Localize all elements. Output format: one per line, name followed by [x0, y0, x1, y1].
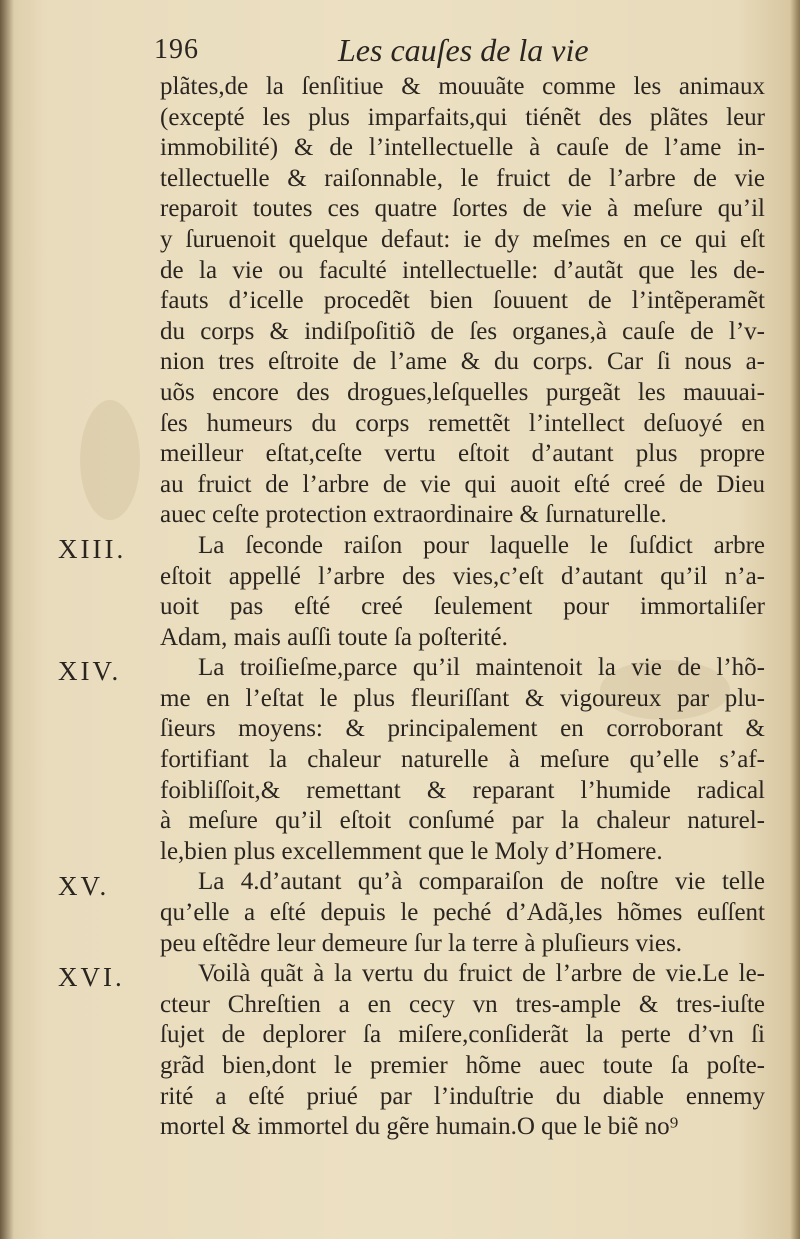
- text-line: ſujet de deplorer ſa miſere,conſiderãt la perte d’vn ſi: [160, 1021, 765, 1049]
- text-line: y ſuruenoit quelque defaut: ie dy meſmes en ce qui eſt: [160, 225, 765, 253]
- text-line: plãtes,de la ſenſitiue & mouuãte comme les animaux: [160, 73, 765, 100]
- paper-stain: [80, 400, 140, 520]
- text-line: Voilà quãt à la vertu du fruict de l’arbre de vie.Le le-: [198, 960, 765, 988]
- text-line: reparoit toutes ces quatre ſortes de vie à meſure qu’il: [160, 195, 765, 223]
- text-line: peu eſtẽdre leur demeure ſur la terre à pluſieurs vies.: [160, 929, 682, 957]
- text-line: uõs encore des drogues,leſquelles purgeãt les mauuai-: [160, 378, 765, 406]
- marginal-numeral: XV.: [58, 870, 110, 901]
- text-line: auec ceſte protection extraordinaire & ſurnaturelle.: [160, 501, 667, 529]
- text-line: fauts d’icelle procedẽt bien ſouuent de l’intẽperamẽt: [160, 287, 765, 315]
- text-line: qu’elle a eſté depuis le peché d’Adã,les hõmes euſſent: [160, 899, 765, 927]
- text-line: ſes humeurs du corps remettẽt l’intellect deſuoyé en: [160, 409, 765, 437]
- text-line: cteur Chreſtien a en cecy vn tres-ample & tres-iuſte: [160, 990, 765, 1018]
- text-line: me en l’eſtat le plus fleuriſſant & vigoureux par plu-: [160, 684, 765, 712]
- text-line: nion tres eſtroite de l’ame & du corps. Car ſi nous a-: [160, 348, 765, 376]
- text-line: à meſure qu’il eſtoit conſumé par la chaleur naturel-: [160, 807, 765, 835]
- text-line: fortifiant la chaleur naturelle à meſure qu’elle s’af-: [160, 746, 765, 774]
- text-line: au fruict de l’arbre de vie qui auoit eſté creé de Dieu: [160, 470, 765, 498]
- marginal-numeral: XVI.: [58, 962, 125, 993]
- text-line: (excepté les plus imparfaits,qui tiénẽt des plãtes leur: [160, 103, 765, 131]
- text-line: La ſeconde raiſon pour laquelle le ſuſdict arbre: [198, 531, 765, 559]
- marginal-numeral: XIII.: [58, 534, 127, 564]
- text-line: du corps & indiſpoſitiõ de ſes organes,à cauſe de l’v-: [160, 317, 765, 345]
- text-line: rité a eſté priué par l’induſtrie du diable ennemy: [160, 1082, 765, 1110]
- text-line: de la vie ou faculté intellectuelle: d’autãt que les de-: [160, 256, 765, 284]
- text-line: mortel & immortel du gẽre humain.O que le biẽ no⁹: [160, 1113, 679, 1141]
- text-line: ſieurs moyens: & principalement en corroborant &: [160, 715, 765, 743]
- text-line: eſtoit appellé l’arbre des vies,c’eſt d’autant qu’il n’a-: [160, 562, 765, 590]
- marginal-numeral: XIV.: [58, 656, 122, 687]
- page-header: [150, 30, 750, 76]
- page-number: 196: [154, 34, 199, 65]
- text-line: La troiſieſme,parce qu’il maintenoit la vie de l’hõ-: [198, 654, 765, 682]
- text-line: meilleur eſtat,ceſte vertu eſtoit d’autant plus propre: [160, 440, 765, 468]
- text-line: Adam, mais auſſi toute ſa poſterité.: [160, 623, 508, 651]
- text-line: grãd bien,dont le premier hõme auec toute ſa poſte-: [160, 1052, 765, 1079]
- running-title: Les cauſes de la vie: [338, 32, 589, 68]
- text-line: immobilité) & de l’intellectuelle à cauſe de l’ame in-: [160, 134, 765, 162]
- text-line: tellectuelle & raiſonnable, le fruict de l’arbre de vie: [160, 164, 765, 192]
- text-line: foibliſſoit,& remettant & reparant l’humide radical: [160, 776, 765, 804]
- text-line: le,bien plus excellemment que le Moly d’Homere.: [160, 837, 663, 865]
- body-text: [160, 72, 765, 1143]
- text-line: La 4.d’autant qu’à comparaiſon de noſtre vie telle: [198, 868, 765, 896]
- text-line: uoit pas eſté creé ſeulement pour immortaliſer: [160, 593, 765, 621]
